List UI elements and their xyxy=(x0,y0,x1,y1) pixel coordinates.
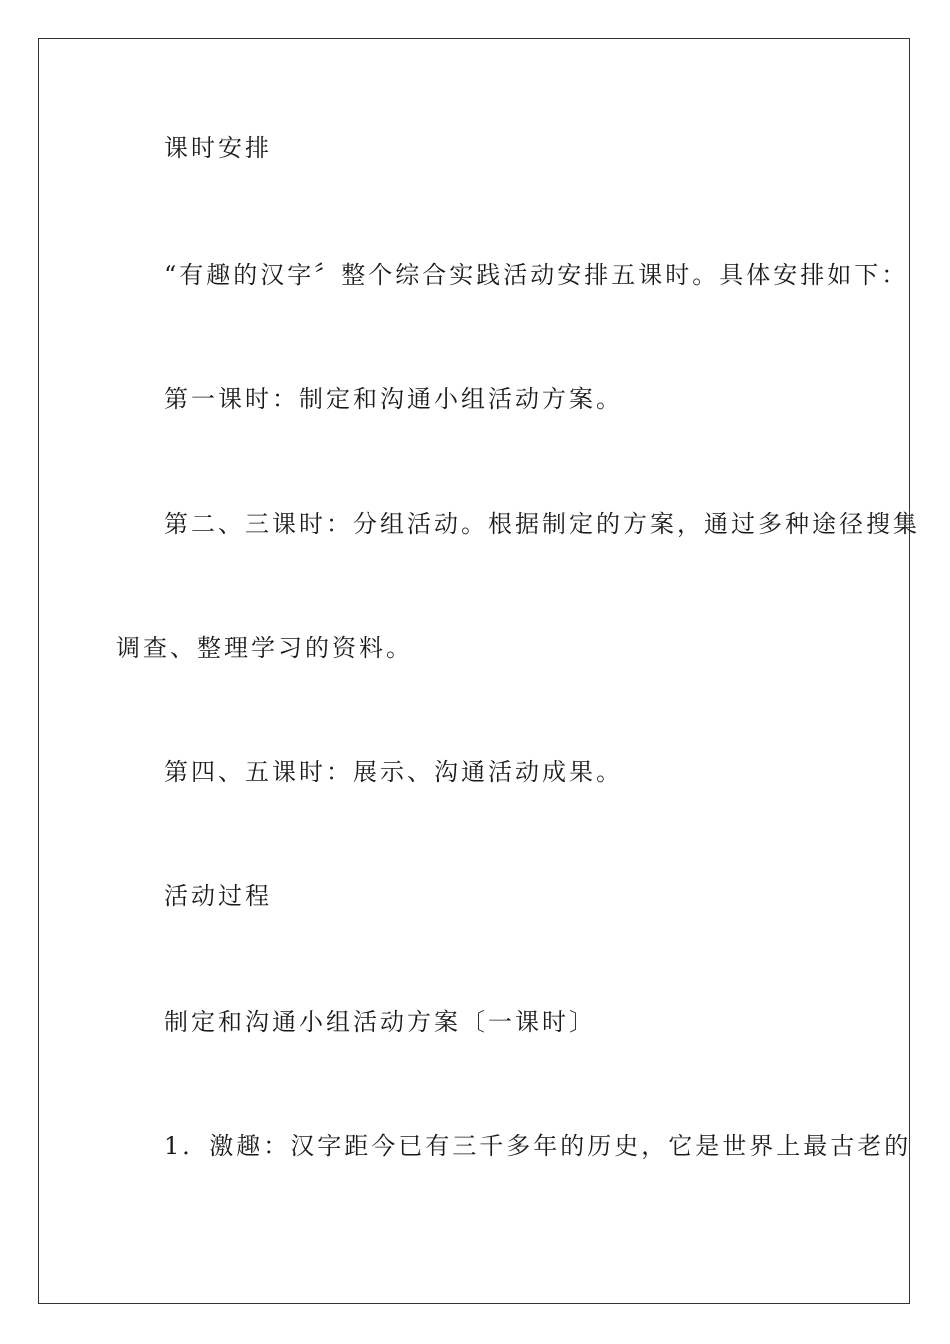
paragraph-schedule-intro: “有趣的汉字〞整个综合实践活动安排五课时。具体安排如下： xyxy=(164,261,909,289)
paragraph-step-one: 1．激趣：汉字距今已有三千多年的历史，它是世界上最古老的 xyxy=(164,1132,912,1160)
paragraph-lessons-two-three-cont: 调查、整理学习的资料。 xyxy=(116,634,413,662)
heading-activity-process: 活动过程 xyxy=(164,882,272,910)
paragraph-lessons-two-three: 第二、三课时：分组活动。根据制定的方案，通过多种途径搜集 xyxy=(164,510,920,538)
page-border xyxy=(38,38,910,1304)
heading-schedule: 课时安排 xyxy=(164,134,272,162)
paragraph-lessons-four-five: 第四、五课时：展示、沟通活动成果。 xyxy=(164,758,623,786)
subheading-plan: 制定和沟通小组活动方案〔一课时〕 xyxy=(164,1008,596,1036)
paragraph-lesson-one: 第一课时：制定和沟通小组活动方案。 xyxy=(164,385,623,413)
